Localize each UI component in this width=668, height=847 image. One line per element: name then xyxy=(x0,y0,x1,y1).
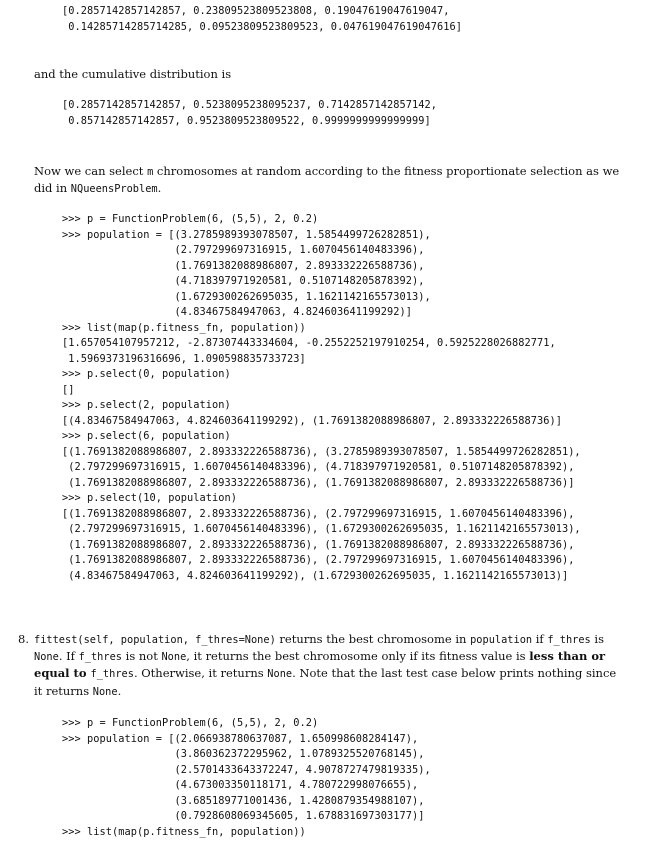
select-example-code xyxy=(62,212,581,584)
code-line: >>> p = FunctionProblem(6, (5,5), 2, 0.2) xyxy=(62,717,319,729)
code-line: >>> p.select(6, population) xyxy=(62,430,231,442)
inline-code: m xyxy=(147,166,154,178)
code-line: (3.860362372295962, 1.0789325520768145), xyxy=(62,748,425,760)
fittest-example-code xyxy=(62,716,431,840)
cumulative-list-code xyxy=(62,98,437,129)
code-line: (2.797299697316915, 1.6070456140483396), (1.6729300262695035, 1.1621142165573013), xyxy=(62,523,581,535)
inline-code: None xyxy=(92,685,118,698)
code-line: 0.857142857142857, 0.9523809523809522, 0.9999999999999999] xyxy=(62,114,431,127)
code-line: >>> population = [(3.2785989393078507, 1.5854499726282851), xyxy=(62,228,431,241)
emphasis-text: less than or equal to xyxy=(34,649,606,681)
code-line: (1.7691382088986807, 2.893332226588736), (1.7691382088986807, 2.893332226588736), xyxy=(62,538,575,551)
code-line: >>> p.select(10, population) xyxy=(62,492,237,504)
inline-code: None xyxy=(34,651,59,664)
code-line: (4.718397971920581, 0.5107148205878392), xyxy=(62,275,425,287)
code-line: (0.7928608069345605, 1.678831697303177)] xyxy=(62,810,425,822)
code-line: [(4.83467584947063, 4.824603641199292), (1.7691382088986807, 2.893332226588736)] xyxy=(62,414,562,427)
code-line: (2.797299697316915, 1.6070456140483396), (4.718397971920581, 0.5107148205878392), xyxy=(62,461,575,473)
code-line: (1.7691382088986807, 2.893332226588736), (2.797299697316915, 1.6070456140483396), xyxy=(62,554,575,566)
code-line: >>> list(map(p.fitness_fn, population)) xyxy=(62,321,306,334)
code-line: 0.14285714285714285, 0.09523809523809523, 0.047619047619047616] xyxy=(62,20,462,33)
list-item-fittest xyxy=(18,631,628,700)
code-line: >>> population = [(2.066938780637087, 1.650998608284147), xyxy=(62,732,419,745)
code-line: >>> list(map(p.fitness_fn, population)) xyxy=(62,825,306,838)
code-line: >>> p = FunctionProblem(6, (5,5), 2, 0.2) xyxy=(62,213,319,225)
code-line: [0.2857142857142857, 0.23809523809523808, 0.19047619047619047, xyxy=(62,5,450,17)
fittest-description: fittest(self, population, f_thres=None) returns the best chromosome in population if f_thres is None. If f_thres is not None, it returns the best chromosome only if its fitness value is less than or equal to f_thres. Otherwise, it returns None. Note that the last test case below prints nothing since it returns None. xyxy=(34,632,617,698)
code-line: (1.6729300262695035, 1.1621142165573013), xyxy=(62,290,431,303)
code-line: (2.5701433643372247, 4.9078727479819335), xyxy=(62,763,431,776)
code-line: (2.797299697316915, 1.6070456140483396), xyxy=(62,244,425,256)
code-line: >>> p.select(0, population) xyxy=(62,368,231,380)
code-line: (4.673003350118171, 4.780722998076655), xyxy=(62,779,419,791)
probability-list-code xyxy=(62,4,462,35)
code-line: [(1.7691382088986807, 2.893332226588736), (2.797299697316915, 1.6070456140483396), xyxy=(62,507,575,520)
inline-code: f_thres xyxy=(90,668,134,681)
cumulative-intro-text: and the cumulative distribution is xyxy=(34,67,232,81)
code-line: (4.83467584947063, 4.824603641199292), (1.6729300262695035, 1.1621142165573013)] xyxy=(62,569,569,582)
code-line: [0.2857142857142857, 0.5238095238095237, 0.7142857142857142, xyxy=(62,99,437,111)
code-line: (3.685189771001436, 1.4280879354988107), xyxy=(62,794,425,807)
inline-code: population xyxy=(470,634,533,646)
inline-code: NQueensProblem xyxy=(70,183,158,196)
code-line: 1.5969373196316696, 1.090598835733723] xyxy=(62,352,306,365)
code-line: >>> p.select(2, population) xyxy=(62,399,231,411)
code-line: [1.657054107957212, -2.87307443334604, -0.2552252197910254, 0.5925228026882771, xyxy=(62,337,556,349)
method-signature: fittest(self, population, f_thres=None) xyxy=(34,634,276,646)
code-line: (1.7691382088986807, 2.893332226588736), (1.7691382088986807, 2.893332226588736)] xyxy=(62,476,575,489)
inline-code: None xyxy=(161,651,187,664)
code-line: [] xyxy=(62,383,75,396)
select-intro-paragraph: Now we can select m chromosomes at random according to the fitness proportionate selection as we did in NQueensProblem. xyxy=(34,164,620,196)
code-line: [(1.7691382088986807, 2.893332226588736), (3.2785989393078507, 1.5854499726282851), xyxy=(62,445,581,458)
code-line: (4.83467584947063, 4.824603641199292)] xyxy=(62,306,412,318)
inline-code: f_thres xyxy=(547,634,591,646)
list-item-number: 8. xyxy=(18,632,29,646)
inline-code: None xyxy=(267,668,293,681)
inline-code: f_thres xyxy=(78,651,122,664)
code-line: (1.7691382088986807, 2.893332226588736), xyxy=(62,259,425,272)
